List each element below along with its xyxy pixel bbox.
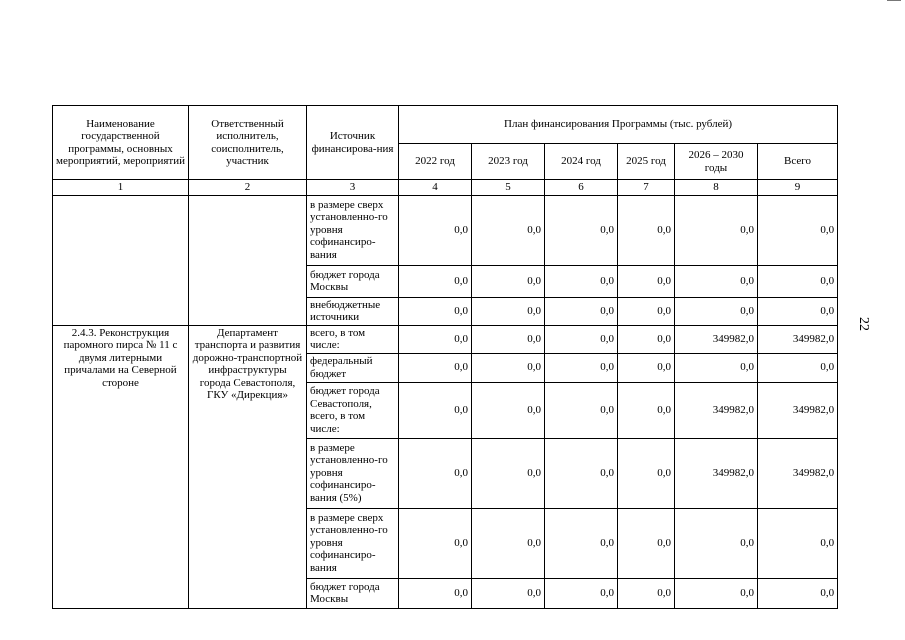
source-cell: федеральный бюджет: [307, 353, 399, 382]
header-name: Наименование государственной программы, основных мероприятий, мероприятий: [53, 106, 189, 180]
value-cell: 349982,0: [758, 438, 838, 508]
value-cell: 0,0: [545, 353, 618, 382]
value-cell: 0,0: [545, 438, 618, 508]
value-cell: 0,0: [758, 265, 838, 297]
value-cell: 0,0: [675, 297, 758, 325]
source-cell: внебюджетные источники: [307, 297, 399, 325]
source-cell: бюджет города Москвы: [307, 578, 399, 608]
value-cell: 0,0: [472, 297, 545, 325]
value-cell: 0,0: [675, 508, 758, 578]
value-cell: 0,0: [618, 508, 675, 578]
event-responsible: Департамент транспорта и развития дорожно-транспортной инфраструктуры города Севастополя, ГКУ «Дирекция»: [189, 325, 307, 608]
value-cell: 0,0: [472, 382, 545, 438]
value-cell: 0,0: [675, 195, 758, 265]
column-number: 3: [307, 180, 399, 196]
column-number: 6: [545, 180, 618, 196]
value-cell: 0,0: [545, 297, 618, 325]
value-cell: 0,0: [618, 325, 675, 353]
value-cell: 0,0: [545, 325, 618, 353]
value-cell: 0,0: [472, 325, 545, 353]
value-cell: 0,0: [399, 195, 472, 265]
value-cell: 0,0: [618, 353, 675, 382]
value-cell: 349982,0: [675, 382, 758, 438]
value-cell: 0,0: [758, 195, 838, 265]
source-cell: всего, в том числе:: [307, 325, 399, 353]
header-year: 2024 год: [545, 144, 618, 180]
column-number: 4: [399, 180, 472, 196]
source-cell: бюджет города Севастополя, всего, в том числе:: [307, 382, 399, 438]
value-cell: 0,0: [472, 578, 545, 608]
value-cell: 0,0: [545, 265, 618, 297]
value-cell: 0,0: [472, 438, 545, 508]
column-number: 9: [758, 180, 838, 196]
column-number: 5: [472, 180, 545, 196]
value-cell: 349982,0: [675, 438, 758, 508]
source-cell: в размере сверх установленно-го уровня софинансиро-вания: [307, 508, 399, 578]
header-plan: План финансирования Программы (тыс. рублей): [399, 106, 838, 144]
value-cell: 0,0: [758, 297, 838, 325]
value-cell: 0,0: [545, 382, 618, 438]
header-year: 2026 – 2030 годы: [675, 144, 758, 180]
value-cell: 349982,0: [675, 325, 758, 353]
value-cell: 0,0: [399, 508, 472, 578]
value-cell: 0,0: [618, 438, 675, 508]
source-cell: бюджет города Москвы: [307, 265, 399, 297]
value-cell: 349982,0: [758, 325, 838, 353]
column-number: 2: [189, 180, 307, 196]
table-row: [53, 325, 838, 353]
header-year: 2023 год: [472, 144, 545, 180]
value-cell: 0,0: [472, 353, 545, 382]
empty-name-cell: [53, 195, 189, 325]
header-source: Источник финансирова-ния: [307, 106, 399, 180]
value-cell: 0,0: [399, 438, 472, 508]
value-cell: 0,0: [399, 325, 472, 353]
value-cell: 0,0: [472, 265, 545, 297]
value-cell: 0,0: [399, 265, 472, 297]
value-cell: 0,0: [758, 508, 838, 578]
value-cell: 0,0: [758, 578, 838, 608]
value-cell: 0,0: [472, 195, 545, 265]
value-cell: 349982,0: [758, 382, 838, 438]
source-cell: в размере установленно-го уровня софинансиро-вания (5%): [307, 438, 399, 508]
column-number: 7: [618, 180, 675, 196]
source-cell: в размере сверх установленно-го уровня софинансиро-вания: [307, 195, 399, 265]
column-number: 8: [675, 180, 758, 196]
header-year: 2025 год: [618, 144, 675, 180]
value-cell: 0,0: [618, 578, 675, 608]
value-cell: 0,0: [675, 265, 758, 297]
value-cell: 0,0: [399, 578, 472, 608]
value-cell: 0,0: [399, 382, 472, 438]
value-cell: 0,0: [545, 195, 618, 265]
value-cell: 0,0: [399, 297, 472, 325]
value-cell: 0,0: [618, 297, 675, 325]
table-row: [53, 195, 838, 265]
header-year: 2022 год: [399, 144, 472, 180]
header-total: Всего: [758, 144, 838, 180]
value-cell: 0,0: [545, 508, 618, 578]
column-number: 1: [53, 180, 189, 196]
page-number: 22: [856, 317, 871, 331]
event-name: 2.4.3. Реконструкция паромного пирса № 11 с двумя литерными причалами на Северной стороне: [53, 325, 189, 608]
header-responsible: Ответственный исполнитель, соисполнитель, участник: [189, 106, 307, 180]
value-cell: 0,0: [618, 382, 675, 438]
financing-table: [52, 105, 838, 609]
value-cell: 0,0: [399, 353, 472, 382]
value-cell: 0,0: [758, 353, 838, 382]
value-cell: 0,0: [618, 265, 675, 297]
value-cell: 0,0: [545, 578, 618, 608]
value-cell: 0,0: [472, 508, 545, 578]
empty-responsible-cell: [189, 195, 307, 325]
corner-mark: [887, 0, 901, 1]
value-cell: 0,0: [675, 578, 758, 608]
value-cell: 0,0: [618, 195, 675, 265]
value-cell: 0,0: [675, 353, 758, 382]
